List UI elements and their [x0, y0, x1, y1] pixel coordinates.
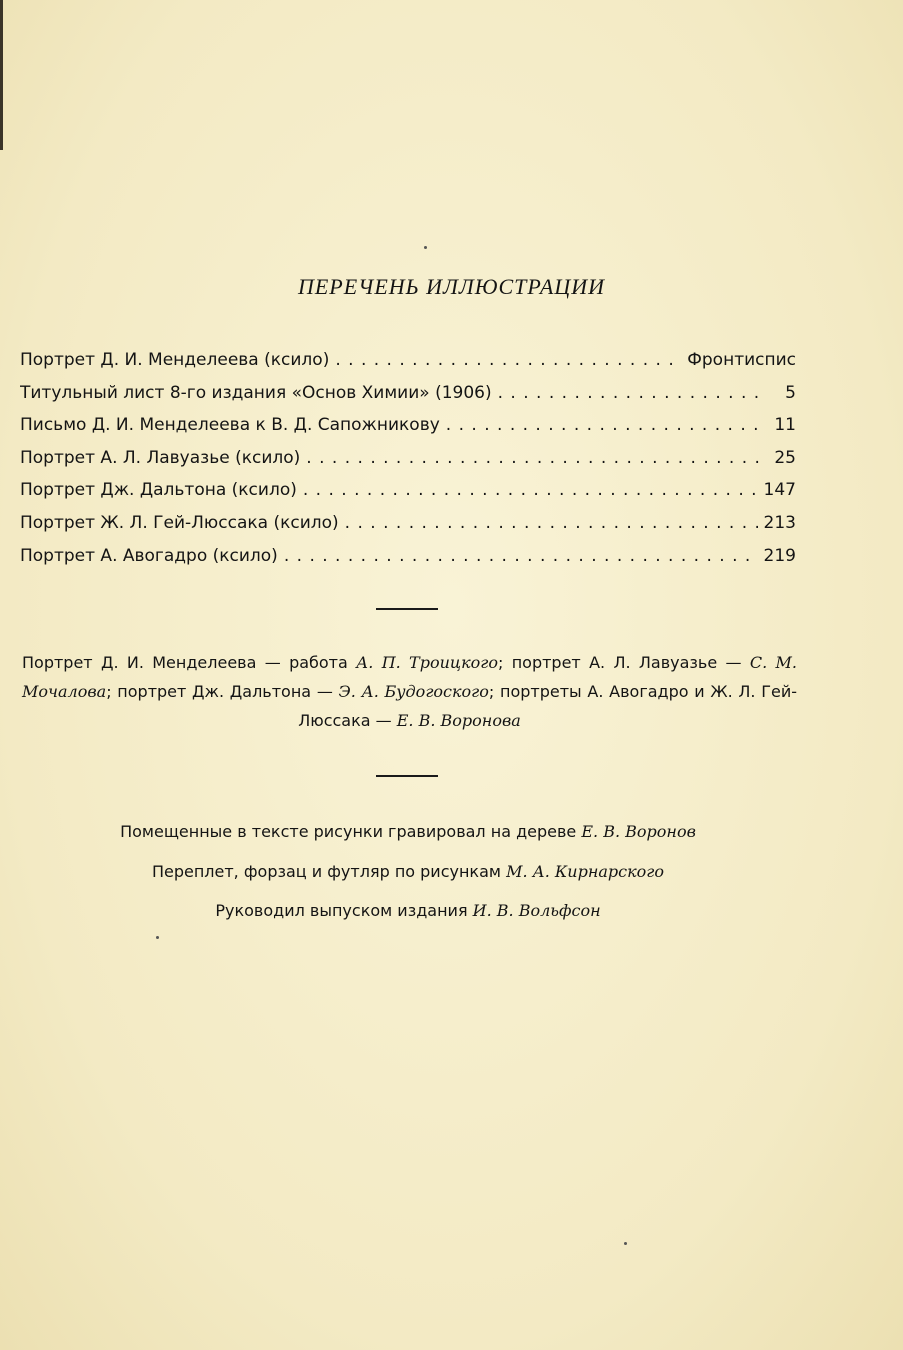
- dot-leader: [284, 540, 758, 573]
- editor-name: И. В. Вольфсон: [472, 901, 601, 920]
- divider: [376, 775, 438, 777]
- page-title: ПЕРЕЧЕНЬ ИЛЛЮСТРАЦИИ: [297, 274, 606, 299]
- paper-speck: [156, 936, 159, 939]
- portrait-credits: [22, 648, 797, 735]
- paper-speck: [424, 246, 427, 249]
- engraver-name: Е. В. Воронов: [581, 822, 696, 841]
- binding-artist-name: М. А. Кирнарского: [506, 862, 665, 881]
- list-item-label: Портрет Ж. Л. Гей-Люссака (ксило): [20, 512, 339, 533]
- engraver-credit: [0, 822, 816, 841]
- list-item-page: 219: [763, 545, 796, 566]
- page-edge: [0, 0, 3, 150]
- list-item: [20, 474, 796, 507]
- credits-text: ; портрет А. Л. Лавуазье —: [497, 653, 750, 672]
- list-item-label: Портрет Д. И. Менделеева (ксило): [20, 350, 330, 370]
- credit-text: Руководил выпуском издания: [215, 901, 473, 920]
- dot-leader: [345, 507, 758, 540]
- artist-name: С. М. Мочалова: [22, 653, 798, 701]
- list-item-label: Титульный лист 8-го издания «Основ Химии» (1906): [20, 382, 492, 403]
- illustrations-list: [20, 344, 796, 572]
- list-item-page: 11: [774, 415, 796, 436]
- credits-text: ; портреты А. Авогадро и Ж. Л. Гей-Люссака —: [298, 682, 798, 730]
- list-item-label: Портрет А. Л. Лавуазье (ксило): [20, 447, 301, 468]
- list-item: [20, 507, 796, 540]
- credits-text: ; портрет Дж. Дальтона —: [106, 682, 339, 701]
- list-item-label: Портрет А. Авогадро (ксило): [20, 545, 278, 566]
- dot-leader: [306, 442, 760, 475]
- binding-credit: [0, 862, 816, 881]
- list-item: [20, 540, 796, 573]
- list-item-page: 213: [763, 512, 796, 533]
- credit-text: Помещенные в тексте рисунки гравировал на дереве: [120, 822, 582, 841]
- dot-leader: [335, 344, 681, 377]
- dot-leader: [303, 474, 758, 507]
- dot-leader: [446, 409, 760, 442]
- list-item: [20, 409, 796, 442]
- credit-text: Переплет, форзац и футляр по рисункам: [151, 862, 507, 881]
- list-item: [20, 344, 796, 377]
- paper-speck: [624, 1242, 627, 1245]
- divider: [376, 608, 438, 610]
- list-item-label: Письмо Д. И. Менделеева к В. Д. Сапожникову: [20, 415, 440, 436]
- list-item-page: Фронтиспис: [687, 350, 796, 370]
- list-item: [20, 377, 796, 410]
- dot-leader: [498, 377, 760, 410]
- artist-name: А. П. Троицкого: [356, 653, 498, 672]
- list-item: [20, 442, 796, 475]
- artist-name: Э. А. Будогоского: [338, 682, 489, 701]
- credits-text: Портрет Д. И. Менделеева — работа: [22, 653, 357, 672]
- editor-credit: [0, 901, 816, 920]
- list-item-page: 147: [763, 480, 796, 501]
- list-item-page: 5: [785, 382, 796, 403]
- artist-name: Е. В. Воронова: [396, 711, 521, 730]
- list-item-page: 25: [774, 447, 796, 468]
- list-item-label: Портрет Дж. Дальтона (ксило): [20, 480, 297, 501]
